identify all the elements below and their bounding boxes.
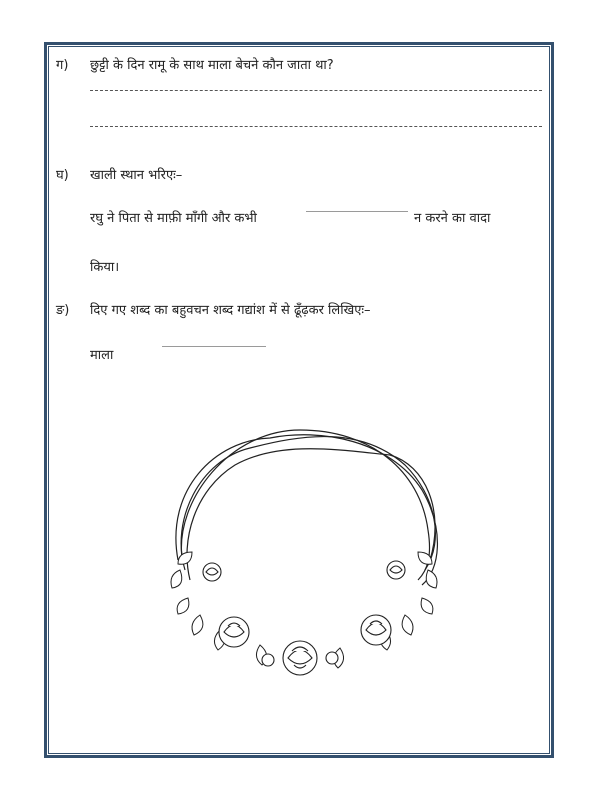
rose-wreath-icon xyxy=(160,420,450,695)
plural-answer-line[interactable] xyxy=(162,346,266,347)
question-gh-number: घ) xyxy=(56,168,69,183)
answer-line-1[interactable] xyxy=(90,90,542,91)
fill-blank-sentence-start: रघु ने पिता से माफ़ी माँगी और कभी xyxy=(90,211,257,226)
fill-blank-sentence-end: न करने का वादा xyxy=(414,211,491,226)
fill-blank-sentence-continued: किया। xyxy=(90,260,120,275)
question-g-number: ग) xyxy=(56,58,69,73)
fill-blank-line[interactable] xyxy=(306,211,408,212)
question-ng-number: ङ) xyxy=(56,303,70,318)
plural-word: माला xyxy=(90,348,114,363)
question-g-text: छुट्टी के दिन रामू के साथ माला बेचने कौन जाता था? xyxy=(90,58,334,73)
question-ng-text: दिए गए शब्द का बहुवचन शब्द गद्यांश में से ढूँढ़कर लिखिएः– xyxy=(90,303,371,318)
question-gh-text: खाली स्थान भरिएः– xyxy=(90,168,183,183)
answer-line-2[interactable] xyxy=(90,126,542,127)
